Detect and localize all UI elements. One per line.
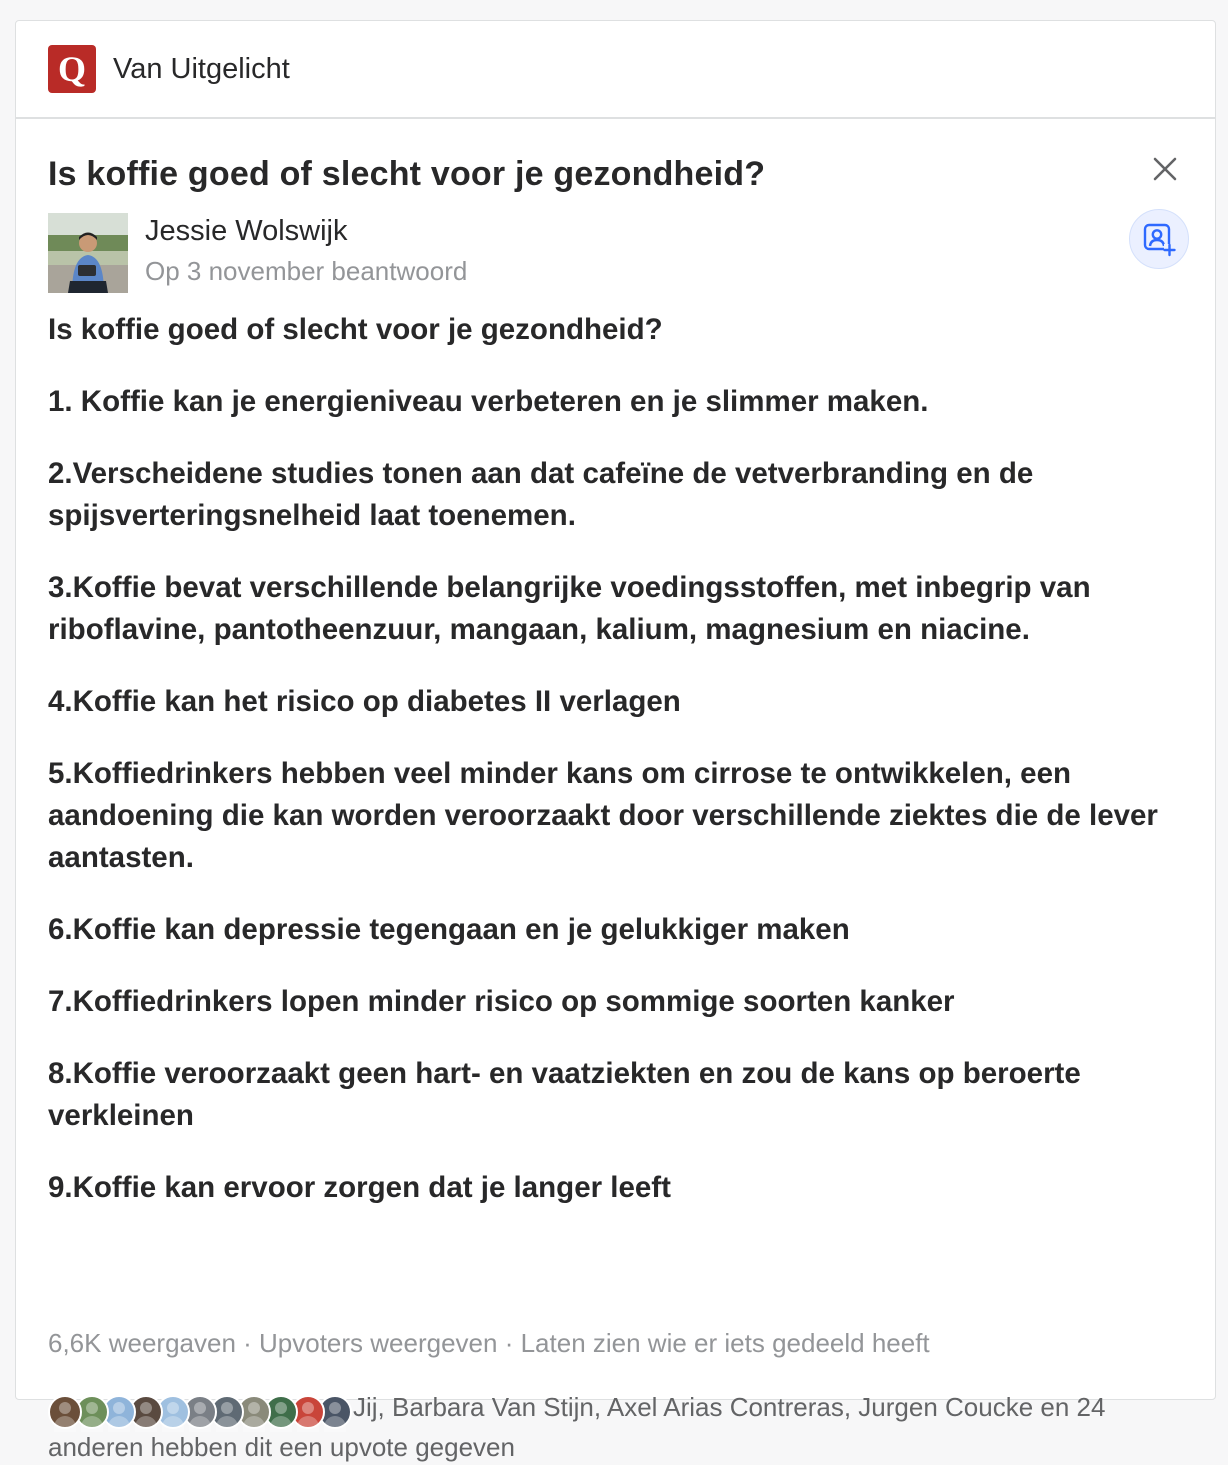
stats-separator: ·: [497, 1328, 521, 1358]
answer-paragraph: 4.Koffie kan het risico op diabetes II verlagen: [48, 685, 681, 718]
quora-logo[interactable]: Q: [48, 45, 96, 93]
answer-paragraph: 1. Koffie kan je energieniveau verbeteren en je slimmer maken.: [48, 385, 929, 418]
answer-paragraph: 9.Koffie kan ervoor zorgen dat je langer leeft: [48, 1171, 671, 1204]
view-sharers-link[interactable]: Laten zien wie er iets gedeeld heeft: [520, 1328, 930, 1358]
author-row: [48, 213, 467, 293]
answer-paragraph: 7.Koffiedrinkers lopen minder risico op sommige soorten kanker: [48, 985, 955, 1018]
card-header: [16, 21, 1215, 119]
answer-date[interactable]: Op 3 november beantwoord: [145, 256, 468, 286]
view-upvoters-link[interactable]: Upvoters weergeven: [259, 1328, 498, 1358]
upvoter-avatar[interactable]: [48, 1395, 82, 1429]
stats-separator: ·: [235, 1328, 260, 1358]
answer-paragraph: 8.Koffie veroorzaakt geen hart- en vaatziekten en zou de kans op beroerte verkleinen: [48, 1057, 1081, 1132]
answer-paragraph: 2.Verscheidene studies tonen aan dat cafeïne de vetverbranding en de spijsverteringsnelheid laat toenemen.: [48, 457, 1034, 532]
upvoters-row: [48, 1389, 1188, 1465]
answer-paragraph: 5.Koffiedrinkers hebben veel minder kans om cirrose te ontwikkelen, een aandoening die kan worden veroorzaakt door verschillende ziektes die de lever aantasten.: [48, 757, 1158, 874]
answer-paragraph: Is koffie goed of slecht voor je gezondheid?: [48, 313, 663, 346]
author-avatar[interactable]: [48, 213, 128, 293]
add-person-icon: [1142, 222, 1176, 256]
author-name[interactable]: Jessie Wolswijk: [145, 215, 348, 247]
follow-author-button[interactable]: [1129, 209, 1189, 269]
views-count: 6,6K weergaven: [48, 1328, 236, 1358]
upvoters-text[interactable]: Jij, Barbara Van Stijn, Axel Arias Contreras, Jurgen Coucke en 24 anderen hebben dit een upvote gegeven: [48, 1392, 1106, 1462]
question-title[interactable]: Is koffie goed of slecht voor je gezondheid?: [48, 155, 766, 193]
upvoter-avatars[interactable]: [48, 1395, 345, 1429]
answer-stats: [48, 1328, 930, 1359]
answer-card: [15, 20, 1216, 1462]
answer-paragraph: 6.Koffie kan depressie tegengaan en je gelukkiger maken: [48, 913, 850, 946]
source-title[interactable]: Van Uitgelicht: [113, 52, 290, 85]
answer-content: [48, 309, 1158, 1239]
close-icon: [1151, 155, 1179, 183]
author-info: [145, 215, 467, 291]
close-button[interactable]: [1151, 155, 1179, 183]
answer-paragraph: 3.Koffie bevat verschillende belangrijke voedingsstoffen, met inbegrip van riboflavine, pantotheenzuur, mangaan, kalium, magnesium en niacine.: [48, 571, 1091, 646]
